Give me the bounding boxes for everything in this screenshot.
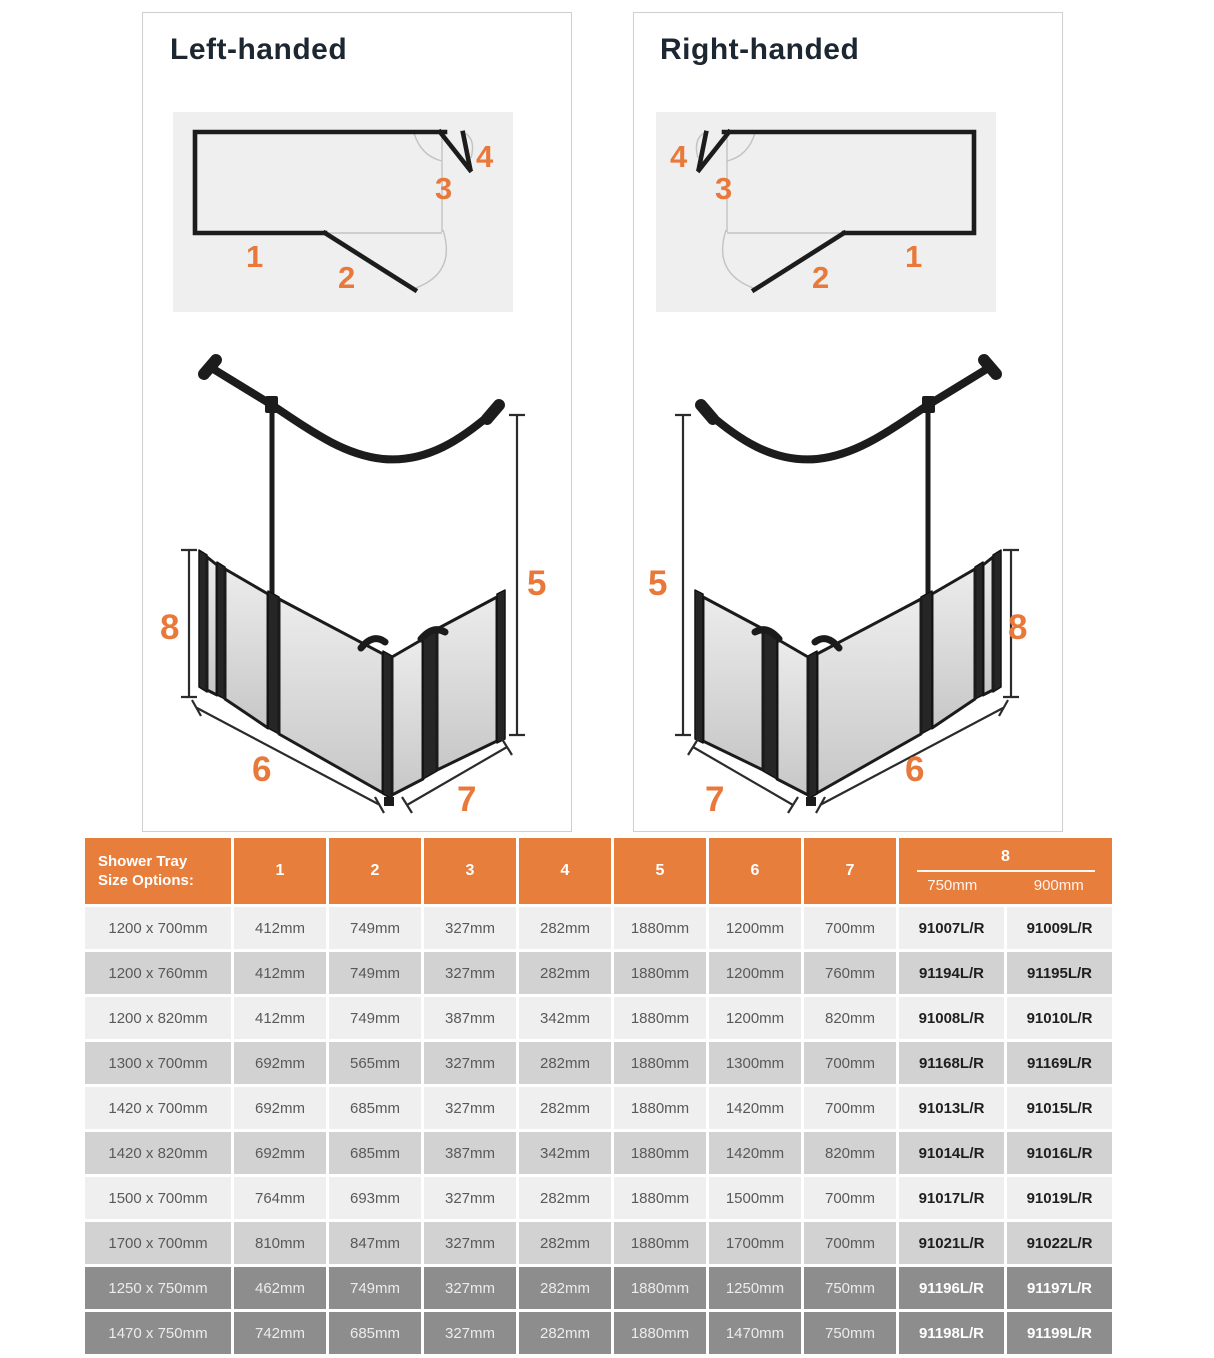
value-cell: 327mm bbox=[424, 1312, 516, 1354]
code-cell: 91199L/R bbox=[1007, 1312, 1112, 1354]
iso-label-5: 5 bbox=[648, 564, 668, 603]
value-cell: 847mm bbox=[329, 1222, 421, 1264]
size-cell: 1300 x 700mm bbox=[85, 1042, 231, 1084]
col-header-2: 2 bbox=[329, 838, 421, 904]
value-cell: 742mm bbox=[234, 1312, 326, 1354]
code-cell: 91022L/R bbox=[1007, 1222, 1112, 1264]
table-row bbox=[85, 1267, 1112, 1309]
size-cell: 1470 x 750mm bbox=[85, 1312, 231, 1354]
col8-sub-900: 900mm bbox=[1033, 876, 1084, 894]
code-cell: 91016L/R bbox=[1007, 1132, 1112, 1174]
value-cell: 700mm bbox=[804, 1042, 896, 1084]
value-cell: 327mm bbox=[424, 952, 516, 994]
col8-divider bbox=[917, 870, 1095, 872]
table-row bbox=[85, 952, 1112, 994]
size-cell: 1700 x 700mm bbox=[85, 1222, 231, 1264]
value-cell: 700mm bbox=[804, 1087, 896, 1129]
value-cell: 327mm bbox=[424, 1222, 516, 1264]
iso-label-6: 6 bbox=[252, 750, 272, 789]
col-header-5: 5 bbox=[614, 838, 706, 904]
value-cell: 1200mm bbox=[709, 952, 801, 994]
value-cell: 1880mm bbox=[614, 1267, 706, 1309]
value-cell: 282mm bbox=[519, 1312, 611, 1354]
value-cell: 1200mm bbox=[709, 907, 801, 949]
value-cell: 387mm bbox=[424, 997, 516, 1039]
table-row bbox=[85, 1132, 1112, 1174]
right-iso-art bbox=[675, 360, 1019, 813]
value-cell: 1470mm bbox=[709, 1312, 801, 1354]
value-cell: 764mm bbox=[234, 1177, 326, 1219]
value-cell: 282mm bbox=[519, 1267, 611, 1309]
table-row bbox=[85, 1087, 1112, 1129]
value-cell: 1250mm bbox=[709, 1267, 801, 1309]
code-cell: 91198L/R bbox=[899, 1312, 1004, 1354]
value-cell: 692mm bbox=[234, 1087, 326, 1129]
value-cell: 565mm bbox=[329, 1042, 421, 1084]
size-header-line2: Size Options: bbox=[98, 872, 194, 889]
plan-label-2: 2 bbox=[812, 260, 830, 295]
code-cell: 91169L/R bbox=[1007, 1042, 1112, 1084]
code-cell: 91013L/R bbox=[899, 1087, 1004, 1129]
value-cell: 685mm bbox=[329, 1312, 421, 1354]
value-cell: 700mm bbox=[804, 1222, 896, 1264]
value-cell: 412mm bbox=[234, 907, 326, 949]
left-isometric-drawing bbox=[140, 348, 580, 828]
value-cell: 1880mm bbox=[614, 1177, 706, 1219]
code-cell: 91196L/R bbox=[899, 1267, 1004, 1309]
table-row bbox=[85, 997, 1112, 1039]
value-cell: 820mm bbox=[804, 997, 896, 1039]
value-cell: 700mm bbox=[804, 907, 896, 949]
value-cell: 282mm bbox=[519, 1177, 611, 1219]
value-cell: 749mm bbox=[329, 1267, 421, 1309]
table-header-row bbox=[85, 838, 1112, 904]
code-cell: 91009L/R bbox=[1007, 907, 1112, 949]
right-plan-diagram bbox=[656, 112, 996, 312]
value-cell: 1200mm bbox=[709, 997, 801, 1039]
value-cell: 282mm bbox=[519, 1222, 611, 1264]
value-cell: 685mm bbox=[329, 1087, 421, 1129]
plan-label-3: 3 bbox=[715, 171, 733, 206]
table-row bbox=[85, 907, 1112, 949]
col-header-7: 7 bbox=[804, 838, 896, 904]
col-header-6: 6 bbox=[709, 838, 801, 904]
value-cell: 1880mm bbox=[614, 907, 706, 949]
plan-label-1: 1 bbox=[905, 239, 923, 274]
col-header-4: 4 bbox=[519, 838, 611, 904]
size-cell: 1200 x 820mm bbox=[85, 997, 231, 1039]
value-cell: 749mm bbox=[329, 907, 421, 949]
value-cell: 412mm bbox=[234, 952, 326, 994]
code-cell: 91008L/R bbox=[899, 997, 1004, 1039]
size-header-line1: Shower Tray bbox=[98, 852, 188, 870]
iso-label-7: 7 bbox=[705, 780, 725, 819]
plan-label-4: 4 bbox=[476, 139, 494, 174]
code-cell: 91017L/R bbox=[899, 1177, 1004, 1219]
size-options-header bbox=[85, 838, 231, 904]
iso-label-6: 6 bbox=[905, 750, 925, 789]
value-cell: 1700mm bbox=[709, 1222, 801, 1264]
value-cell: 760mm bbox=[804, 952, 896, 994]
code-cell: 91168L/R bbox=[899, 1042, 1004, 1084]
value-cell: 1880mm bbox=[614, 952, 706, 994]
code-cell: 91015L/R bbox=[1007, 1087, 1112, 1129]
right-iso-svg bbox=[620, 348, 1060, 828]
size-cell: 1200 x 700mm bbox=[85, 907, 231, 949]
value-cell: 412mm bbox=[234, 997, 326, 1039]
left-plan-diagram bbox=[173, 112, 513, 312]
plan-label-2: 2 bbox=[338, 260, 356, 295]
value-cell: 282mm bbox=[519, 907, 611, 949]
size-cell: 1500 x 700mm bbox=[85, 1177, 231, 1219]
value-cell: 700mm bbox=[804, 1177, 896, 1219]
value-cell: 693mm bbox=[329, 1177, 421, 1219]
value-cell: 749mm bbox=[329, 997, 421, 1039]
value-cell: 327mm bbox=[424, 1177, 516, 1219]
value-cell: 820mm bbox=[804, 1132, 896, 1174]
value-cell: 1300mm bbox=[709, 1042, 801, 1084]
value-cell: 1880mm bbox=[614, 1132, 706, 1174]
code-cell: 91197L/R bbox=[1007, 1267, 1112, 1309]
code-cell: 91014L/R bbox=[899, 1132, 1004, 1174]
plan-label-3: 3 bbox=[435, 171, 453, 206]
code-cell: 91195L/R bbox=[1007, 952, 1112, 994]
left-iso-svg bbox=[140, 348, 580, 828]
code-cell: 91021L/R bbox=[899, 1222, 1004, 1264]
col-header-3: 3 bbox=[424, 838, 516, 904]
curtain-rail bbox=[204, 360, 499, 595]
table-row bbox=[85, 1042, 1112, 1084]
col-header-1: 1 bbox=[234, 838, 326, 904]
value-cell: 692mm bbox=[234, 1042, 326, 1084]
value-cell: 692mm bbox=[234, 1132, 326, 1174]
right-isometric-drawing bbox=[620, 348, 1060, 828]
col8-sub-750: 750mm bbox=[927, 876, 978, 894]
iso-label-8: 8 bbox=[1008, 608, 1028, 647]
value-cell: 1880mm bbox=[614, 997, 706, 1039]
value-cell: 1880mm bbox=[614, 1222, 706, 1264]
value-cell: 1880mm bbox=[614, 1087, 706, 1129]
size-cell: 1200 x 760mm bbox=[85, 952, 231, 994]
screen-panels bbox=[199, 550, 505, 806]
value-cell: 327mm bbox=[424, 1267, 516, 1309]
value-cell: 685mm bbox=[329, 1132, 421, 1174]
value-cell: 1880mm bbox=[614, 1042, 706, 1084]
table-row bbox=[85, 1177, 1112, 1219]
value-cell: 750mm bbox=[804, 1312, 896, 1354]
code-cell: 91010L/R bbox=[1007, 997, 1112, 1039]
value-cell: 810mm bbox=[234, 1222, 326, 1264]
plan-label-1: 1 bbox=[246, 239, 264, 274]
value-cell: 282mm bbox=[519, 952, 611, 994]
right-plan-svg bbox=[656, 112, 996, 312]
value-cell: 750mm bbox=[804, 1267, 896, 1309]
value-cell: 1420mm bbox=[709, 1132, 801, 1174]
table-row bbox=[85, 1222, 1112, 1264]
value-cell: 327mm bbox=[424, 1087, 516, 1129]
value-cell: 342mm bbox=[519, 1132, 611, 1174]
value-cell: 1500mm bbox=[709, 1177, 801, 1219]
value-cell: 1420mm bbox=[709, 1087, 801, 1129]
right-handed-title: Right-handed bbox=[660, 33, 860, 66]
code-cell: 91007L/R bbox=[899, 907, 1004, 949]
value-cell: 327mm bbox=[424, 1042, 516, 1084]
iso-label-8: 8 bbox=[160, 608, 180, 647]
value-cell: 342mm bbox=[519, 997, 611, 1039]
col8-label: 8 bbox=[1001, 847, 1010, 865]
value-cell: 282mm bbox=[519, 1042, 611, 1084]
iso-label-5: 5 bbox=[527, 564, 547, 603]
value-cell: 1880mm bbox=[614, 1312, 706, 1354]
left-handed-title: Left-handed bbox=[170, 33, 348, 66]
iso-label-7: 7 bbox=[457, 780, 477, 819]
value-cell: 327mm bbox=[424, 907, 516, 949]
shower-tray-size-table bbox=[85, 838, 1112, 1354]
value-cell: 462mm bbox=[234, 1267, 326, 1309]
code-cell: 91194L/R bbox=[899, 952, 1004, 994]
table-row bbox=[85, 1312, 1112, 1354]
value-cell: 282mm bbox=[519, 1087, 611, 1129]
code-cell: 91019L/R bbox=[1007, 1177, 1112, 1219]
plan-label-4: 4 bbox=[670, 139, 688, 174]
left-plan-svg bbox=[173, 112, 513, 312]
value-cell: 387mm bbox=[424, 1132, 516, 1174]
size-cell: 1250 x 750mm bbox=[85, 1267, 231, 1309]
size-cell: 1420 x 700mm bbox=[85, 1087, 231, 1129]
col-header-8 bbox=[899, 838, 1112, 904]
value-cell: 749mm bbox=[329, 952, 421, 994]
size-cell: 1420 x 820mm bbox=[85, 1132, 231, 1174]
